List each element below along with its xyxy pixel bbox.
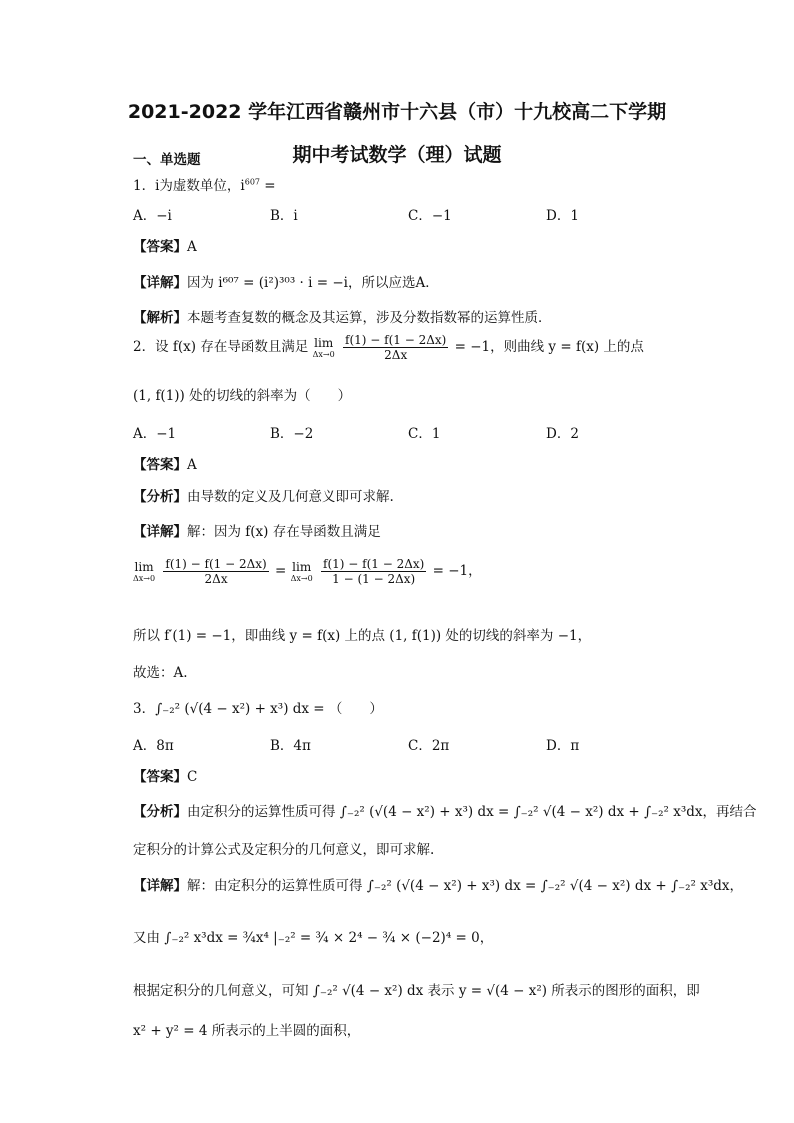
q2-stem: 2．设 f(x) 存在导函数且满足 lim Δx→0 $\frac{f(1) - f(1 - 2\Delta x)}{2\Delta x}$ = −1，则曲线 y = f(x) 上的点	[133, 333, 644, 362]
q2-detail: 【详解】解：因为 f(x) 存在导函数且满足	[133, 524, 381, 540]
q2-option-c: C．1	[408, 426, 441, 442]
q1-stem: 1．i为虚数单位，$i^{607}$ =	[133, 177, 276, 194]
q3-detail-3: 根据定积分的几何意义，可知 ∫₋₂² √(4 − x²) dx 表示 y = √(4 − x²) 所表示的图形的面积，即	[133, 983, 700, 999]
q3-detail: 【详解】解：由定积分的运算性质可得 ∫₋₂² (√(4 − x²) + x³) dx = ∫₋₂² √(4 − x²) dx + ∫₋₂² x³dx，	[133, 878, 744, 894]
q3-detail-2: 又由 ∫₋₂² x³dx = ¾x⁴ |₋₂² = ¾ × 2⁴ − ¾ × (−2)⁴ = 0，	[133, 930, 494, 946]
q3-option-b: B．4π	[270, 738, 311, 754]
q3-option-d: D．π	[546, 738, 580, 754]
q1-option-d: D．1	[546, 208, 579, 224]
q2-option-b: B．−2	[270, 426, 314, 442]
q3-option-c: C．2π	[408, 738, 450, 754]
q2-equation: lim Δx→0 $\frac{f(1) - f(1 - 2\Delta x)}{2\Delta x}$ = lim Δx→0 $\frac{f(1) - f(1 - 2\Delta x)}{1 - (1 - 2\Delta x)}$ = −1，	[133, 557, 482, 586]
lim-symbol: lim Δx→0	[312, 336, 335, 359]
q3-stem: 3．∫₋₂² (√(4 − x²) + x³) dx = （ ）	[133, 701, 383, 717]
title-line-2: 期中考试数学（理）试题	[292, 144, 502, 166]
q2-option-d: D．2	[546, 426, 579, 442]
q1-option-c: C．−1	[408, 208, 452, 224]
q1-option-a: A．−i	[133, 208, 172, 224]
q1-analysis: 【解析】本题考查复数的概念及其运算，涉及分数指数幂的运算性质．	[133, 310, 552, 326]
q2-choose: 故选：A.	[133, 665, 188, 681]
q2-analysis: 【分析】由导数的定义及几何意义即可求解.	[133, 489, 394, 505]
q1-option-b: B．i	[270, 208, 298, 224]
title-line-1: 2021-2022 学年江西省赣州市十六县（市）十九校高二下学期	[127, 101, 667, 123]
q3-option-a: A．8π	[133, 738, 174, 754]
q1-answer: 【答案】A	[133, 239, 197, 255]
q1-detail: 【详解】因为 i⁶⁰⁷ = (i²)³⁰³ · i = −i，所以应选A．	[133, 275, 439, 291]
q3-detail-4: x² + y² = 4 所表示的上半圆的面积，	[133, 1023, 361, 1039]
q2-stem-cont: (1, f(1)) 处的切线的斜率为（ ）	[133, 388, 352, 404]
section-heading: 一、单选题	[133, 152, 201, 168]
q3-analysis-cont: 定积分的计算公式及定积分的几何意义，即可求解.	[133, 842, 435, 858]
q3-answer: 【答案】C	[133, 769, 198, 785]
q2-option-a: A．−1	[133, 426, 177, 442]
q2-conclusion: 所以 f′(1) = −1，即曲线 y = f(x) 上的点 (1, f(1)) 处的切线的斜率为 −1，	[133, 628, 592, 644]
q2-answer: 【答案】A	[133, 457, 197, 473]
q3-analysis: 【分析】由定积分的运算性质可得 ∫₋₂² (√(4 − x²) + x³) dx = ∫₋₂² √(4 − x²) dx + ∫₋₂² x³dx，再结合	[133, 804, 757, 820]
